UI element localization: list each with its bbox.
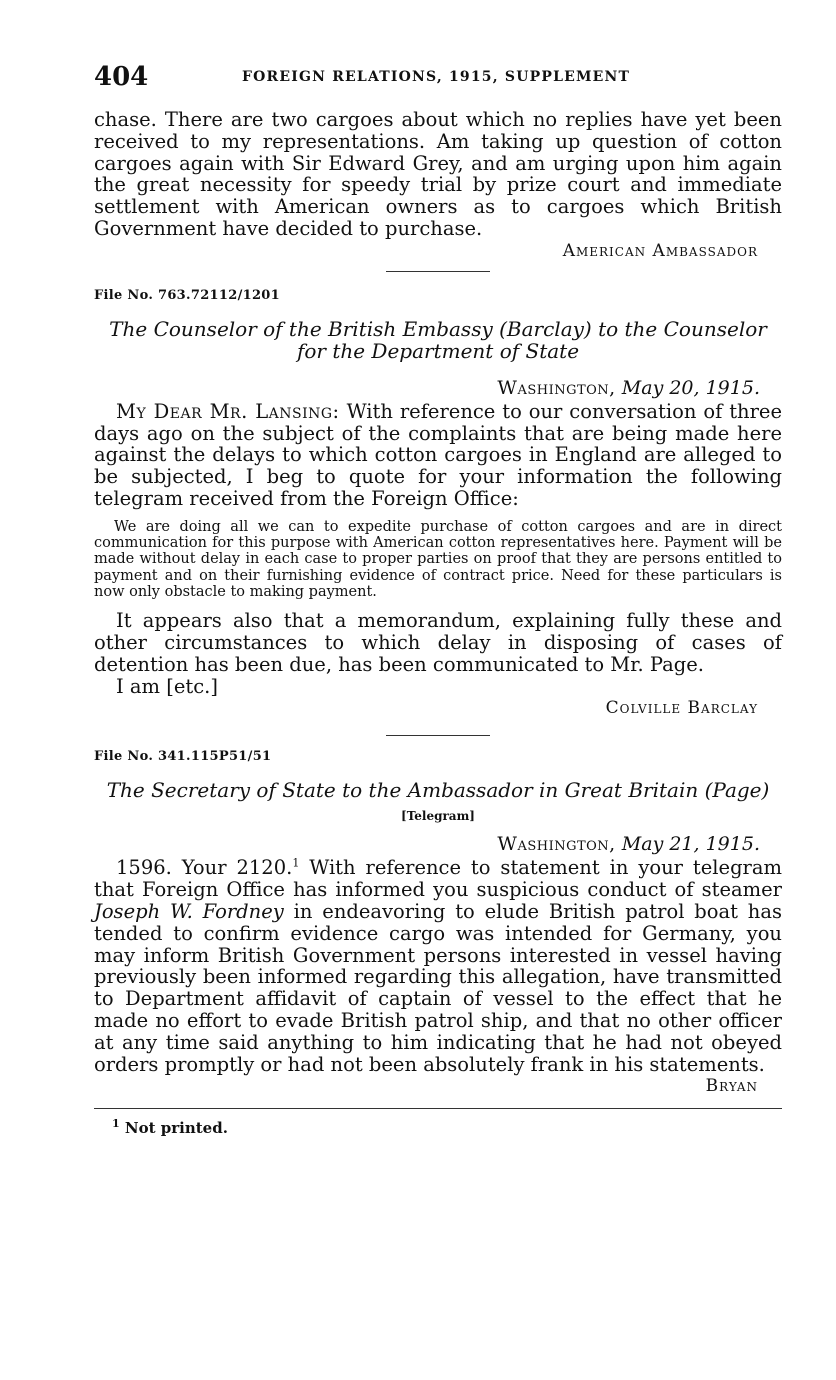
vessel-name: Joseph W. Fordney [94, 900, 284, 924]
letter-body: With reference to our conversation of three days ago on the subject of the complaints that are being made here against the delays to which cotton cargoes in England are alleged to be subjected, I beg to quote for your information the following telegram received from the Foreign Office: [94, 399, 783, 510]
section-divider [386, 735, 490, 736]
file-number: File No. 341.115P51/51 [94, 749, 272, 765]
place: Washington, [497, 833, 616, 856]
date: May 21, 1915. [621, 833, 760, 856]
footnote-reference: 1 [292, 856, 300, 870]
date: May 20, 1915. [621, 376, 760, 399]
continuation-paragraph: chase. There are two cargoes about which no replies have yet been received to my representations. Am taking up question of cotton cargoes again with Sir Edward Grey, and am urging upon him again the great necessity for speedy trial by prize court and immediate settlement with American owners as to cargoes which British Government have decided to purchase. [94, 108, 782, 240]
place-date-line [94, 377, 760, 399]
closing: I am [etc.] [116, 674, 218, 698]
section-divider [386, 271, 490, 272]
salutation: My Dear Mr. Lansing: [116, 399, 340, 423]
footnote-mark: 1 [112, 1117, 120, 1131]
letter-paragraph-2: It appears also that a memorandum, explaining fully these and other circumstances to which delay in disposing of cases of detention has been due, has been communicated to Mr. Page. [94, 609, 782, 676]
footnote-divider [94, 1108, 782, 1109]
letter-paragraph [94, 401, 782, 510]
telegram-opening: 1596. Your 2120. [116, 856, 293, 880]
footnote [94, 1119, 782, 1137]
place-date-line [94, 833, 760, 855]
telegram-paragraph [94, 857, 782, 1075]
telegram-text-b: in endeavoring to elude British patrol boat has tended to confirm evidence cargo was intended for Germany, you may inform British Government persons interested in vessel having previously been informed regarding this allegation, have transmitted to Department affidavit of captain of vessel to the effect that he made no effort to evade British patrol ship, and that no other officer at any time said anything to him indicating that he had not obeyed orders promptly or had not been absolutely frank in his statements. [94, 900, 783, 1076]
quoted-telegram: We are doing all we can to expedite purchase of cotton cargoes and are in direct communication for this purpose with American cotton representatives here. Payment will be made without delay in each case to proper parties on proof that they are persons entitled to payment and on their furnishing evidence of contract price. Need for these particulars is now only obstacle to making payment. [94, 518, 782, 600]
signature-bryan: Bryan [705, 1076, 758, 1097]
document-page [94, 60, 782, 1137]
document-title: The Secretary of State to the Ambassador in Great Britain (Page) [106, 778, 770, 803]
running-title: FOREIGN RELATIONS, 1915, SUPPLEMENT [242, 69, 631, 85]
footnote-text: Not printed. [124, 1119, 228, 1138]
telegram-text-a: With reference to statement in your telegram that Foreign Office has informed you suspicious conduct of steamer [94, 856, 782, 902]
page-number: 404 [94, 62, 149, 92]
signature-barclay: Colville Barclay [605, 698, 758, 719]
document-title: The Counselor of the British Embassy (Barclay) to the Counselor for the Department of State [109, 316, 767, 363]
file-number: File No. 763.72112/1201 [94, 287, 280, 303]
telegram-note: [Telegram] [401, 809, 475, 824]
place: Washington, [497, 376, 616, 399]
running-head [94, 60, 782, 94]
signature-ambassador: American Ambassador [562, 240, 758, 261]
